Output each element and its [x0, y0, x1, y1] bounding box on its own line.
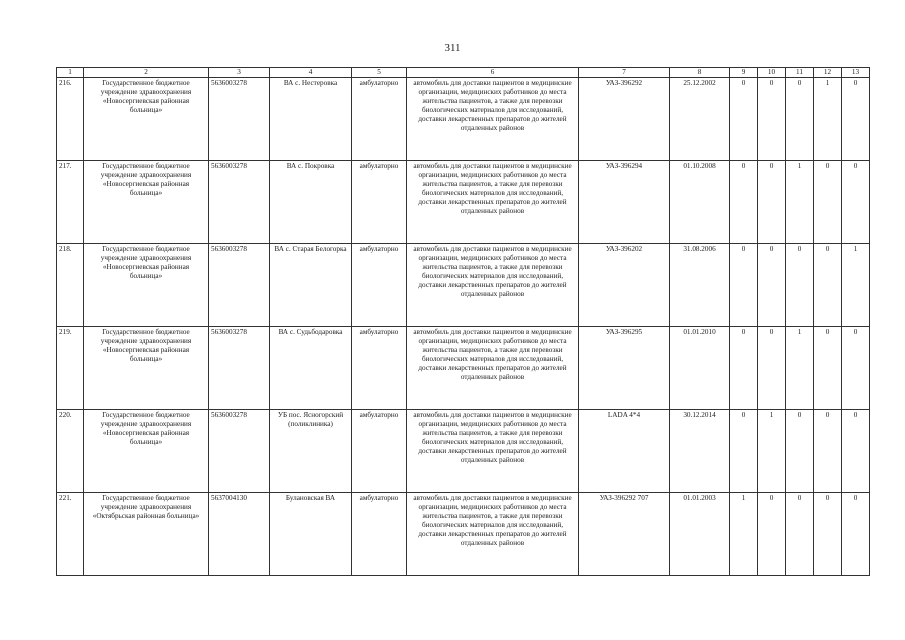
purpose-cell: автомобиль для доставки пациентов в медицинские организации, медицинских работников до места жительства пациентов, а также для перевозки биологических материалов для исследований, доставки лекарственных препаратов до жителей отдаленных районов	[407, 327, 579, 410]
count-cell: 0	[842, 78, 870, 161]
count-cell: 0	[786, 244, 814, 327]
date-cell: 01.01.2003	[670, 493, 730, 576]
unit-cell: УБ пос. Ясногорский (поликлиника)	[270, 410, 352, 493]
count-cell: 0	[842, 410, 870, 493]
unit-cell: ВА с. Покровка	[270, 161, 352, 244]
purpose-cell: автомобиль для доставки пациентов в медицинские организации, медицинских работников до места жительства пациентов, а также для перевозки биологических материалов для исследований, доставки лекарственных препаратов до жителей отдаленных районов	[407, 244, 579, 327]
count-cell: 0	[758, 327, 786, 410]
count-cell: 0	[730, 161, 758, 244]
inn-cell: 5636003278	[209, 327, 270, 410]
count-cell: 0	[814, 161, 842, 244]
inn-cell: 5636003278	[209, 78, 270, 161]
count-cell: 1	[786, 327, 814, 410]
unit-cell: ВА с. Судьбодаровка	[270, 327, 352, 410]
vehicle-model-cell: УАЗ-396294	[579, 161, 670, 244]
organization-cell: Государственное бюджетное учреждение здравоохранения «Новосергиевская районная больница»	[84, 244, 209, 327]
column-number: 9	[730, 68, 758, 78]
organization-cell: Государственное бюджетное учреждение здравоохранения «Новосергиевская районная больница»	[84, 410, 209, 493]
purpose-cell: автомобиль для доставки пациентов в медицинские организации, медицинских работников до места жительства пациентов, а также для перевозки биологических материалов для исследований, доставки лекарственных препаратов до жителей отдаленных районов	[407, 410, 579, 493]
date-cell: 30.12.2014	[670, 410, 730, 493]
table-row	[57, 493, 870, 576]
unit-cell: ВА с. Нестеровка	[270, 78, 352, 161]
count-cell: 0	[730, 327, 758, 410]
column-number: 13	[842, 68, 870, 78]
purpose-cell: автомобиль для доставки пациентов в медицинские организации, медицинских работников до места жительства пациентов, а также для перевозки биологических материалов для исследований, доставки лекарственных препаратов до жителей отдаленных районов	[407, 161, 579, 244]
count-cell: 0	[814, 410, 842, 493]
count-cell: 1	[786, 161, 814, 244]
count-cell: 0	[842, 327, 870, 410]
row-number-cell: 216.	[57, 78, 84, 161]
inn-cell: 5636003278	[209, 244, 270, 327]
vehicle-model-cell: УАЗ-396292 707	[579, 493, 670, 576]
column-number: 8	[670, 68, 730, 78]
purpose-cell: автомобиль для доставки пациентов в медицинские организации, медицинских работников до места жительства пациентов, а также для перевозки биологических материалов для исследований, доставки лекарственных препаратов до жителей отдаленных районов	[407, 78, 579, 161]
inn-cell: 5637004130	[209, 493, 270, 576]
service-mode-cell: амбулаторно	[352, 78, 407, 161]
count-cell: 0	[758, 78, 786, 161]
column-number: 10	[758, 68, 786, 78]
column-number: 4	[270, 68, 352, 78]
unit-cell: ВА с. Старая Белогорка	[270, 244, 352, 327]
organization-cell: Государственное бюджетное учреждение здравоохранения «Новосергиевская районная больница»	[84, 161, 209, 244]
count-cell: 1	[730, 493, 758, 576]
column-number: 12	[814, 68, 842, 78]
count-cell: 0	[842, 161, 870, 244]
count-cell: 0	[786, 493, 814, 576]
table-row	[57, 410, 870, 493]
count-cell: 0	[758, 244, 786, 327]
table-row	[57, 78, 870, 161]
count-cell: 0	[730, 244, 758, 327]
organization-cell: Государственное бюджетное учреждение здравоохранения «Октябрьская районная больница»	[84, 493, 209, 576]
column-number: 2	[84, 68, 209, 78]
count-cell: 1	[842, 244, 870, 327]
count-cell: 0	[758, 161, 786, 244]
inn-cell: 5636003278	[209, 161, 270, 244]
service-mode-cell: амбулаторно	[352, 410, 407, 493]
count-cell: 0	[730, 410, 758, 493]
vehicle-register-table	[56, 67, 870, 576]
count-cell: 1	[758, 410, 786, 493]
column-number-row	[57, 68, 870, 78]
count-cell: 0	[842, 493, 870, 576]
count-cell: 1	[814, 78, 842, 161]
unit-cell: Булановская ВА	[270, 493, 352, 576]
purpose-cell: автомобиль для доставки пациентов в медицинские организации, медицинских работников до места жительства пациентов, а также для перевозки биологических материалов для исследований, доставки лекарственных препаратов до жителей отдаленных районов	[407, 493, 579, 576]
organization-cell: Государственное бюджетное учреждение здравоохранения «Новосергиевская районная больница»	[84, 78, 209, 161]
count-cell: 0	[730, 78, 758, 161]
vehicle-model-cell: LADA 4*4	[579, 410, 670, 493]
table-row	[57, 161, 870, 244]
column-number: 5	[352, 68, 407, 78]
column-number: 3	[209, 68, 270, 78]
column-number: 6	[407, 68, 579, 78]
count-cell: 0	[786, 410, 814, 493]
count-cell: 0	[758, 493, 786, 576]
count-cell: 0	[786, 78, 814, 161]
row-number-cell: 220.	[57, 410, 84, 493]
table-row	[57, 327, 870, 410]
row-number-cell: 217.	[57, 161, 84, 244]
column-number: 11	[786, 68, 814, 78]
count-cell: 0	[814, 244, 842, 327]
column-number: 1	[57, 68, 84, 78]
row-number-cell: 221.	[57, 493, 84, 576]
table-row	[57, 244, 870, 327]
service-mode-cell: амбулаторно	[352, 327, 407, 410]
date-cell: 25.12.2002	[670, 78, 730, 161]
vehicle-model-cell: УАЗ-396202	[579, 244, 670, 327]
count-cell: 0	[814, 327, 842, 410]
date-cell: 31.08.2006	[670, 244, 730, 327]
service-mode-cell: амбулаторно	[352, 161, 407, 244]
page-number: 311	[444, 42, 461, 54]
service-mode-cell: амбулаторно	[352, 493, 407, 576]
organization-cell: Государственное бюджетное учреждение здравоохранения «Новосергиевская районная больница»	[84, 327, 209, 410]
row-number-cell: 218.	[57, 244, 84, 327]
inn-cell: 5636003278	[209, 410, 270, 493]
service-mode-cell: амбулаторно	[352, 244, 407, 327]
date-cell: 01.10.2008	[670, 161, 730, 244]
count-cell: 0	[814, 493, 842, 576]
vehicle-model-cell: УАЗ-396295	[579, 327, 670, 410]
row-number-cell: 219.	[57, 327, 84, 410]
vehicle-model-cell: УАЗ-396292	[579, 78, 670, 161]
date-cell: 01.01.2010	[670, 327, 730, 410]
column-number: 7	[579, 68, 670, 78]
